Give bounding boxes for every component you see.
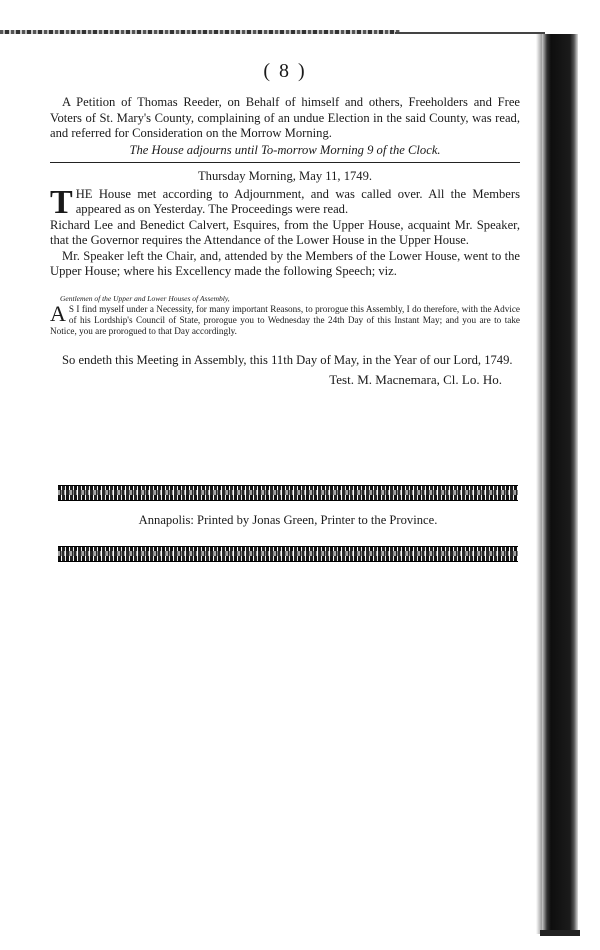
section-divider <box>50 162 520 163</box>
ornamental-rule-bottom <box>58 546 518 562</box>
speech-paragraph <box>50 300 520 337</box>
ornamental-rule-top <box>58 485 518 501</box>
date-heading: Thursday Morning, May 11, 1749. <box>197 168 373 183</box>
attestation: Test. M. Macnemara, Cl. Lo. Ho. <box>329 372 502 387</box>
closing-paragraph: So endeth this Meeting in Assembly, this 11th Day of May, in the Year of our Lord, 1749. <box>62 352 513 367</box>
binding-edge <box>542 34 578 934</box>
page-number: ( 8 ) <box>263 60 307 82</box>
speech-drop-cap: A <box>50 300 66 326</box>
document-page <box>50 60 520 388</box>
printer-imprint: Annapolis: Printed by Jonas Green, Printer to the Province. <box>138 513 438 527</box>
adjournment-notice: The House adjourns until To-morrow Morning 9 of the Clock. <box>129 142 441 157</box>
petition-paragraph: A Petition of Thomas Reeder, on Behalf of himself and others, Freeholders and Free Voters of St. Mary's County, complaining of an undue Election in the said County, was read, and referred for Consideration on the Morrow Morning. <box>50 95 520 140</box>
drop-cap: T <box>50 183 73 221</box>
speech-heading: Gentlemen of the Upper and Lower Houses of Assembly, <box>60 293 230 303</box>
speech-text: S I find myself under a Necessity, for many important Reasons, to prorogue this Assembly, I do therefore, with the Advice of his Lordship's Council of State, prorogue you to Wednesday the 24th Day of this Instant May; and you are to take Notice, you are prorogued to that Day accordingly. <box>50 303 520 336</box>
top-border-rule-end <box>395 32 545 34</box>
house-met-paragraph <box>50 183 520 221</box>
house-met-text: HE House met according to Adjournment, and was called over. All the Members appeared as on Yesterday. The Proceedings were read. <box>75 186 520 216</box>
top-border-rule <box>0 30 400 34</box>
binding-edge-bottom <box>540 930 580 936</box>
messengers-paragraph: Richard Lee and Benedict Calvert, Esquires, from the Upper House, acquaint Mr. Speaker, that the Governor requires the Attendance of the Lower House in the Upper House. <box>50 217 520 247</box>
speaker-paragraph: Mr. Speaker left the Chair, and, attended by the Members of the Lower House, went to the Upper House; where his Excellency made the following Speech; viz. <box>50 248 520 278</box>
